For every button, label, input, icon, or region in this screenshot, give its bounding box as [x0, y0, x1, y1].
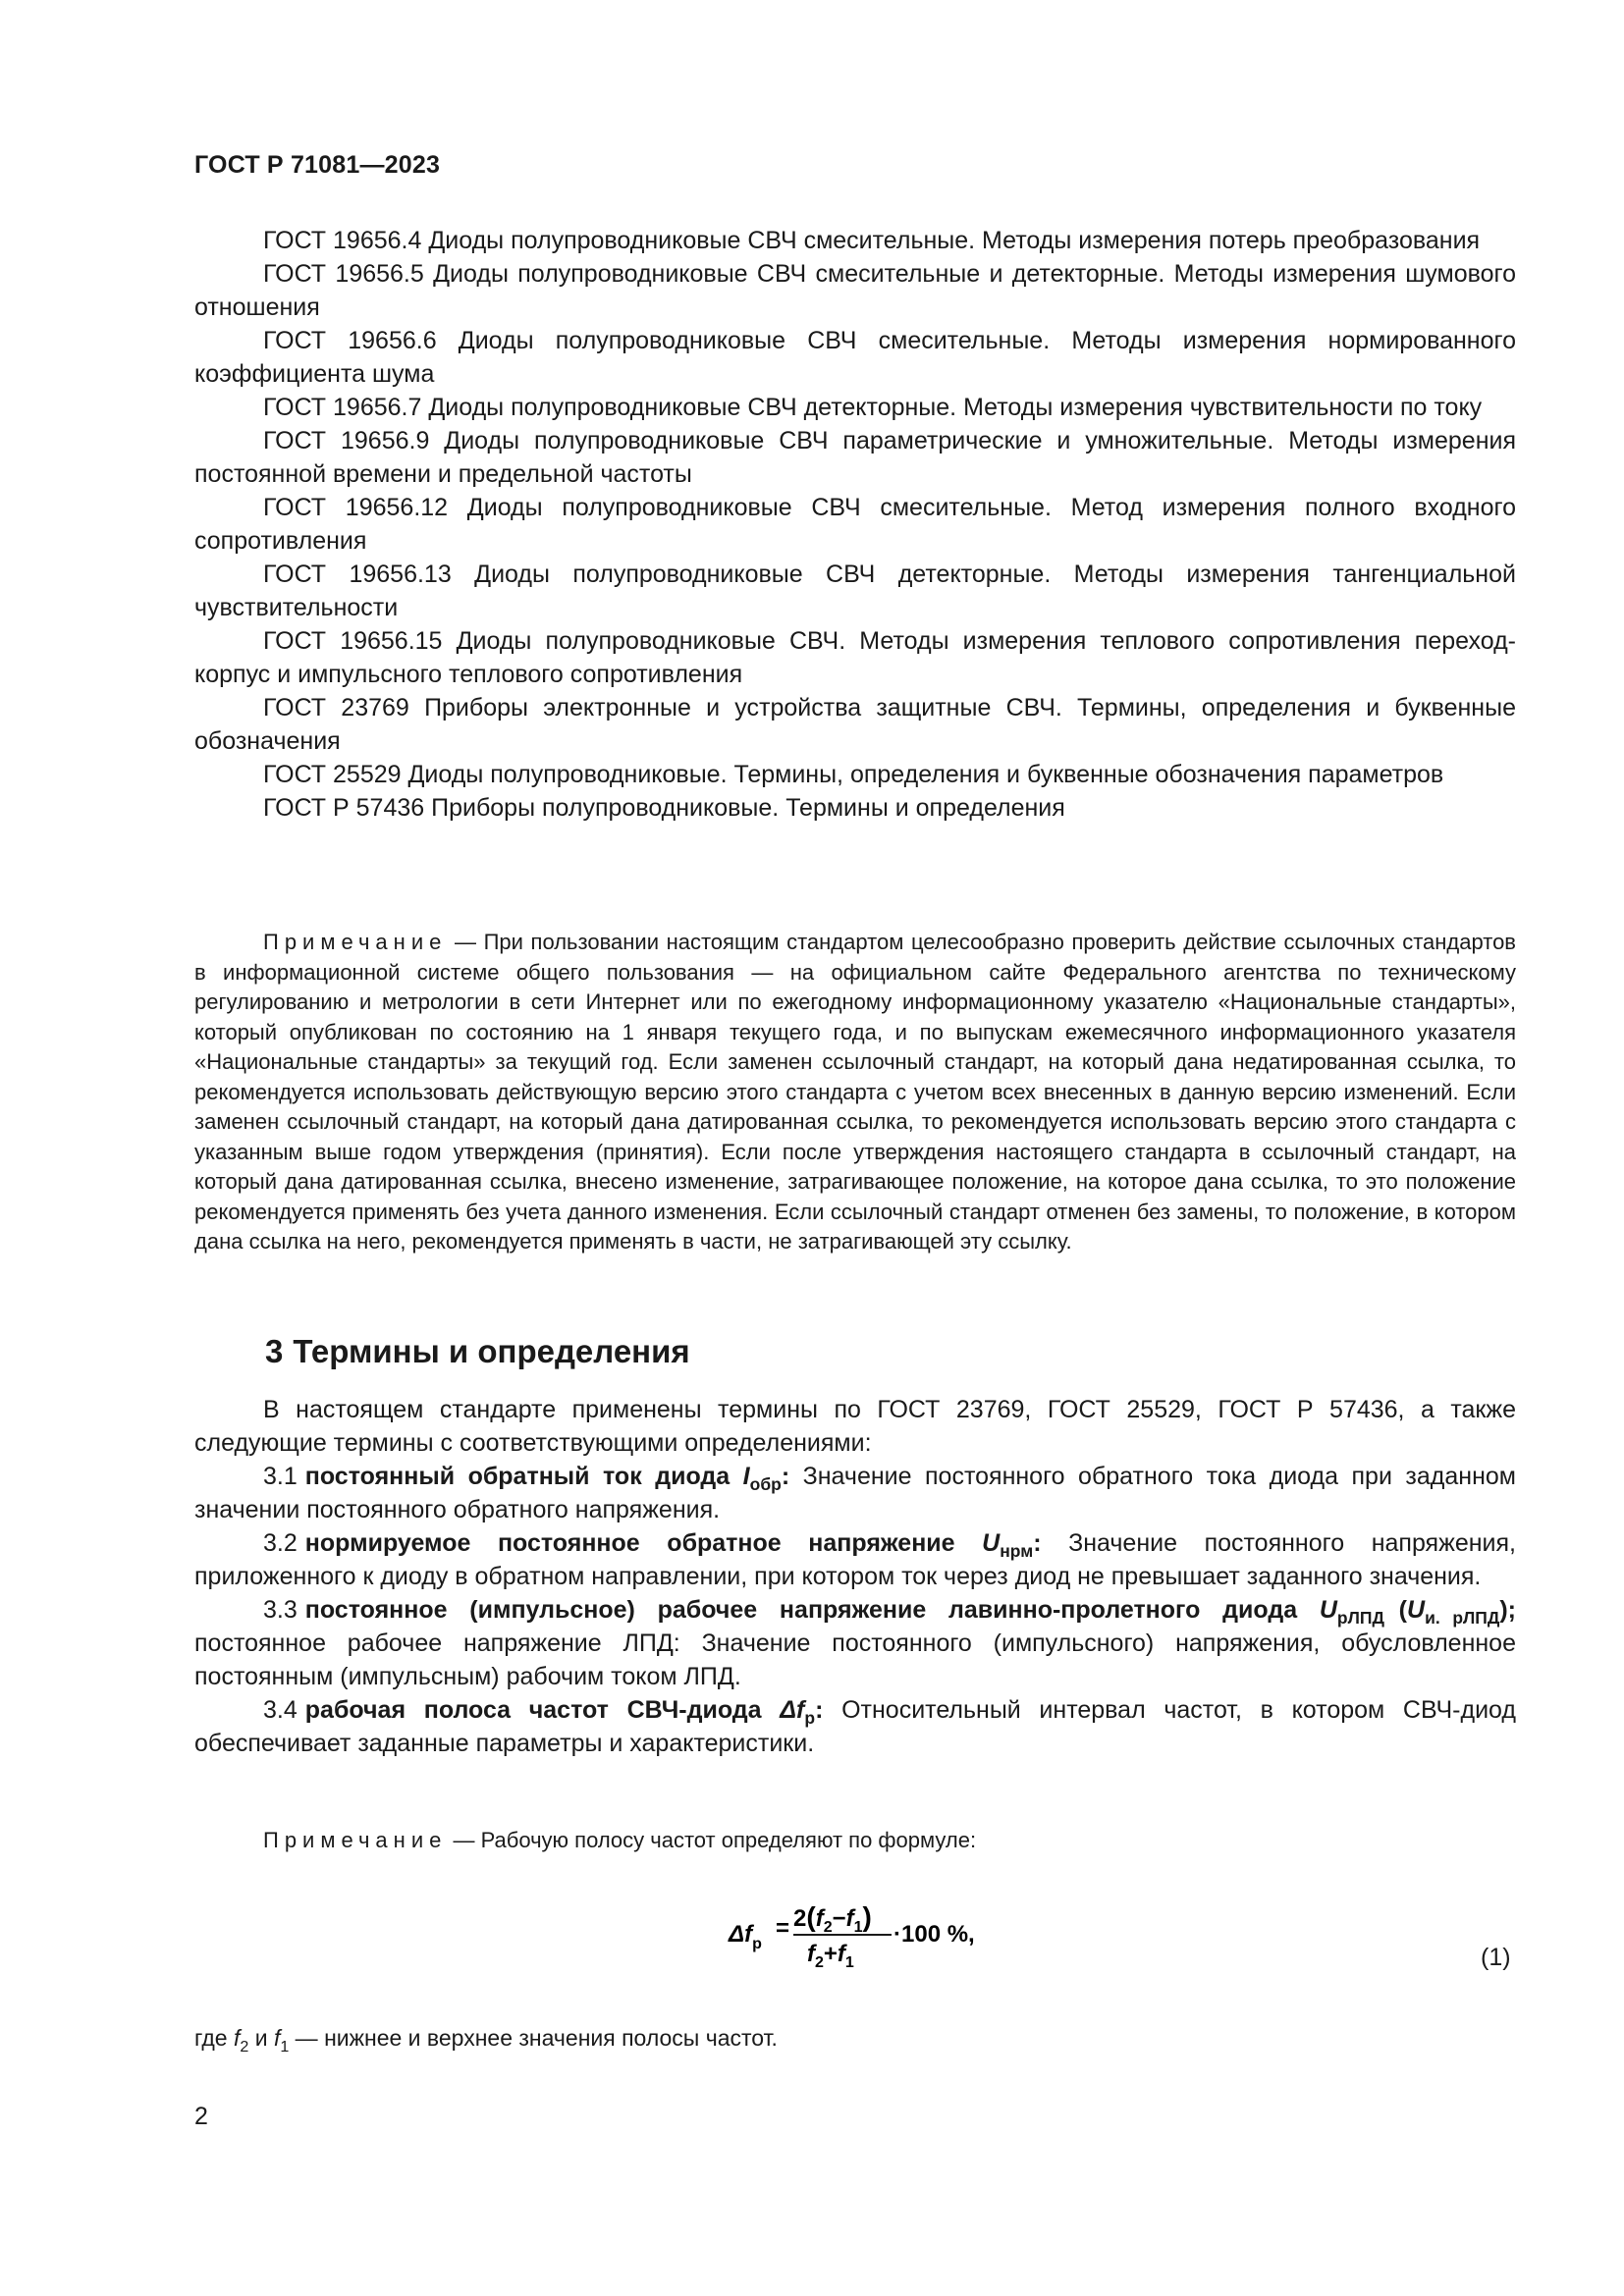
reference-title: Приборы полупроводниковые. Термины и определения — [431, 794, 1065, 822]
reference-item — [194, 224, 1516, 257]
reference-code: ГОСТ Р 57436 — [263, 794, 432, 822]
reference-title: Диоды полупроводниковые СВЧ детекторные. Методы измерения тангенциальной чувствительности — [194, 561, 1516, 621]
term-symbol: U — [982, 1529, 1001, 1557]
section-heading — [265, 1333, 690, 1370]
term-number: 3.3 — [263, 1596, 298, 1624]
note-label: Примечание — [263, 1828, 448, 1852]
reference-code: ГОСТ 19656.15 — [263, 627, 457, 655]
reference-title: Диоды полупроводниковые СВЧ смесительные. Методы измерения нормированного коэффициента шума — [194, 327, 1516, 388]
reference-code: ГОСТ 19656.13 — [263, 561, 475, 588]
reference-title: Диоды полупроводниковые СВЧ смесительные и детекторные. Методы измерения шумового отношения — [194, 260, 1516, 321]
term-definition: постоянное рабочее напряжение ЛПД: Значение постоянного (импульсного) напряжения, обусловленное постоянным (импульсным) рабочим током ЛПД. — [194, 1629, 1516, 1690]
term-symbol-sub: рЛПД — [1336, 1608, 1384, 1628]
term-item — [194, 1693, 1516, 1760]
reference-code: ГОСТ 19656.6 — [263, 327, 459, 354]
term-colon: : — [781, 1463, 790, 1490]
where-prefix: где — [194, 2025, 234, 2051]
page-number: 2 — [194, 2103, 208, 2130]
reference-code: ГОСТ 23769 — [263, 694, 425, 721]
term-item — [194, 1593, 1516, 1693]
reference-item — [194, 324, 1516, 391]
terms-section — [194, 1393, 1516, 1760]
reference-item — [194, 624, 1516, 691]
reference-title: Диоды полупроводниковые СВЧ детекторные. Методы измерения чувствительности по току — [428, 394, 1483, 421]
reference-item — [194, 491, 1516, 558]
term-item — [194, 1460, 1516, 1526]
section-title: Термины и определения — [293, 1333, 690, 1369]
references-note — [194, 928, 1516, 1257]
equation-number: (1) — [1481, 1944, 1511, 1971]
reference-title: Приборы электронные и устройства защитные СВЧ. Термины, определения и буквенные обозначения — [194, 694, 1516, 755]
term-colon: : — [815, 1696, 824, 1724]
where-f1-sub: 1 — [280, 2038, 290, 2056]
reference-code: ГОСТ 19656.7 — [263, 394, 429, 421]
term-name: нормируемое постоянное обратное напряжение — [304, 1529, 983, 1557]
reference-title: Диоды полупроводниковые. Термины, определения и буквенные обозначения параметров — [407, 761, 1444, 788]
reference-item — [194, 391, 1516, 424]
document-header: ГОСТ Р 71081—2023 — [194, 151, 441, 179]
note-label: Примечание — [263, 930, 448, 954]
formula-lhs-sub: р — [752, 1936, 762, 1952]
formula-lhs — [728, 1921, 762, 1952]
term-symbol-sub: нрм — [1000, 1541, 1034, 1561]
reference-code: ГОСТ 19656.9 — [263, 427, 445, 454]
formula-numerator: $2(f_2-f_1)$ — [793, 1901, 872, 1936]
formula-lhs-symbol: Δf — [729, 1921, 753, 1948]
reference-item — [194, 791, 1516, 825]
term-name: постоянный обратный ток диода — [304, 1463, 743, 1490]
where-text: — нижнее и верхнее значения полосы частот. — [289, 2025, 778, 2051]
term-name: рабочая полоса частот СВЧ-диода — [304, 1696, 781, 1724]
where-f1: f — [273, 2025, 281, 2051]
reference-code: ГОСТ 19656.5 — [263, 260, 434, 288]
where-and: и — [248, 2025, 274, 2051]
reference-item — [194, 691, 1516, 758]
term-name: постоянное (импульсное) рабочее напряжение лавинно-пролетного диода — [304, 1596, 1320, 1624]
term-alt-open: ( — [1398, 1596, 1407, 1624]
terms-intro: В настоящем стандарте применены термины по ГОСТ 23769, ГОСТ 25529, ГОСТ Р 57436, а также следующие термины с соответствующими определениями: — [194, 1396, 1516, 1457]
term-item — [194, 1526, 1516, 1593]
formula-explanation — [194, 2025, 778, 2056]
term-symbol: I — [742, 1463, 750, 1490]
where-f2-sub: 2 — [240, 2038, 249, 2056]
reference-title: Диоды полупроводниковые СВЧ смесительные. Методы измерения потерь преобразования — [428, 227, 1481, 254]
term-number: 3.1 — [263, 1463, 298, 1490]
reference-item — [194, 257, 1516, 324]
formula-note — [263, 1826, 976, 1855]
term-symbol: U — [1319, 1596, 1337, 1624]
note-text: — Рабочую полосу частот определяют по формуле: — [447, 1828, 977, 1852]
term-symbol: Δf — [780, 1696, 805, 1724]
reference-title: Диоды полупроводниковые СВЧ. Методы измерения теплового сопротивления переход-корпус и импульсного теплового сопротивления — [194, 627, 1516, 688]
normative-references — [194, 224, 1516, 825]
reference-item — [194, 558, 1516, 624]
reference-item — [194, 424, 1516, 491]
term-number: 3.4 — [263, 1696, 298, 1724]
reference-title: Диоды полупроводниковые СВЧ смесительные. Метод измерения полного входного сопротивления — [194, 494, 1516, 555]
term-colon: : — [1033, 1529, 1042, 1557]
term-definition: Значение постоянного напряжения, приложенного к диоду в обратном направлении, при котором ток через диод не превышает заданного значения. — [194, 1529, 1516, 1590]
reference-title: Диоды полупроводниковые СВЧ параметрические и умножительные. Методы измерения постоянной времени и предельной частоты — [194, 427, 1516, 488]
term-definition: Относительный интервал частот, в котором СВЧ-диод обеспечивает заданные параметры и характеристики. — [194, 1696, 1516, 1757]
reference-code: ГОСТ 19656.4 — [263, 227, 429, 254]
term-alt-symbol: U — [1407, 1596, 1426, 1624]
formula-equals: = — [776, 1915, 790, 1942]
reference-item — [194, 758, 1516, 791]
bandwidth-formula — [727, 1893, 1021, 1971]
reference-code: ГОСТ 19656.12 — [263, 494, 467, 521]
formula-denominator: $f_2+f_1$ — [807, 1941, 854, 1971]
term-definition: Значение постоянного обратного тока диода при заданном значении постоянного обратного напряжения. — [194, 1463, 1516, 1523]
term-symbol-sub: р — [804, 1708, 816, 1728]
reference-code: ГОСТ 25529 — [263, 761, 408, 788]
term-number: 3.2 — [263, 1529, 298, 1557]
term-symbol-sub: обр — [749, 1474, 782, 1494]
formula-tail: ·100 %, — [893, 1921, 975, 1948]
term-alt-symbol-sub: и. рЛПД — [1425, 1608, 1500, 1628]
term-alt-close: ); — [1499, 1596, 1517, 1624]
note-text: — При пользовании настоящим стандартом целесообразно проверить действие ссылочных стандартов в информационной системе общего пользования — на официальном сайте Федерального агентства по техническому регулированию и метрологии в сети Интернет или по ежегодному информационному указателю «Национальные стандарты», который опубликован по состоянию на 1 января текущего года, и по выпускам ежемесячного информационного указателя «Национальные стандарты» за текущий год. Если заменен ссылочный стандарт, на который дана недатированная ссылка, то рекомендуется использовать действующую версию этого стандарта с учетом всех внесенных в данную версию изменений. Если заменен ссылочный стандарт, на который дана датированная ссылка, то рекомендуется использовать версию этого стандарта с указанным выше годом утверждения (принятия). Если после утверждения настоящего стандарта в ссылочный стандарт, на который дана датированная ссылка, внесено изменение, затрагивающее положение, на которое дана ссылка, то это положение рекомендуется применять без учета данного изменения. Если ссылочный стандарт отменен без замены, то положение, в котором дана ссылка на него, рекомендуется применять в части, не затрагивающей эту ссылку. — [194, 930, 1516, 1254]
section-number: 3 — [265, 1333, 284, 1369]
where-f2: f — [233, 2025, 241, 2051]
